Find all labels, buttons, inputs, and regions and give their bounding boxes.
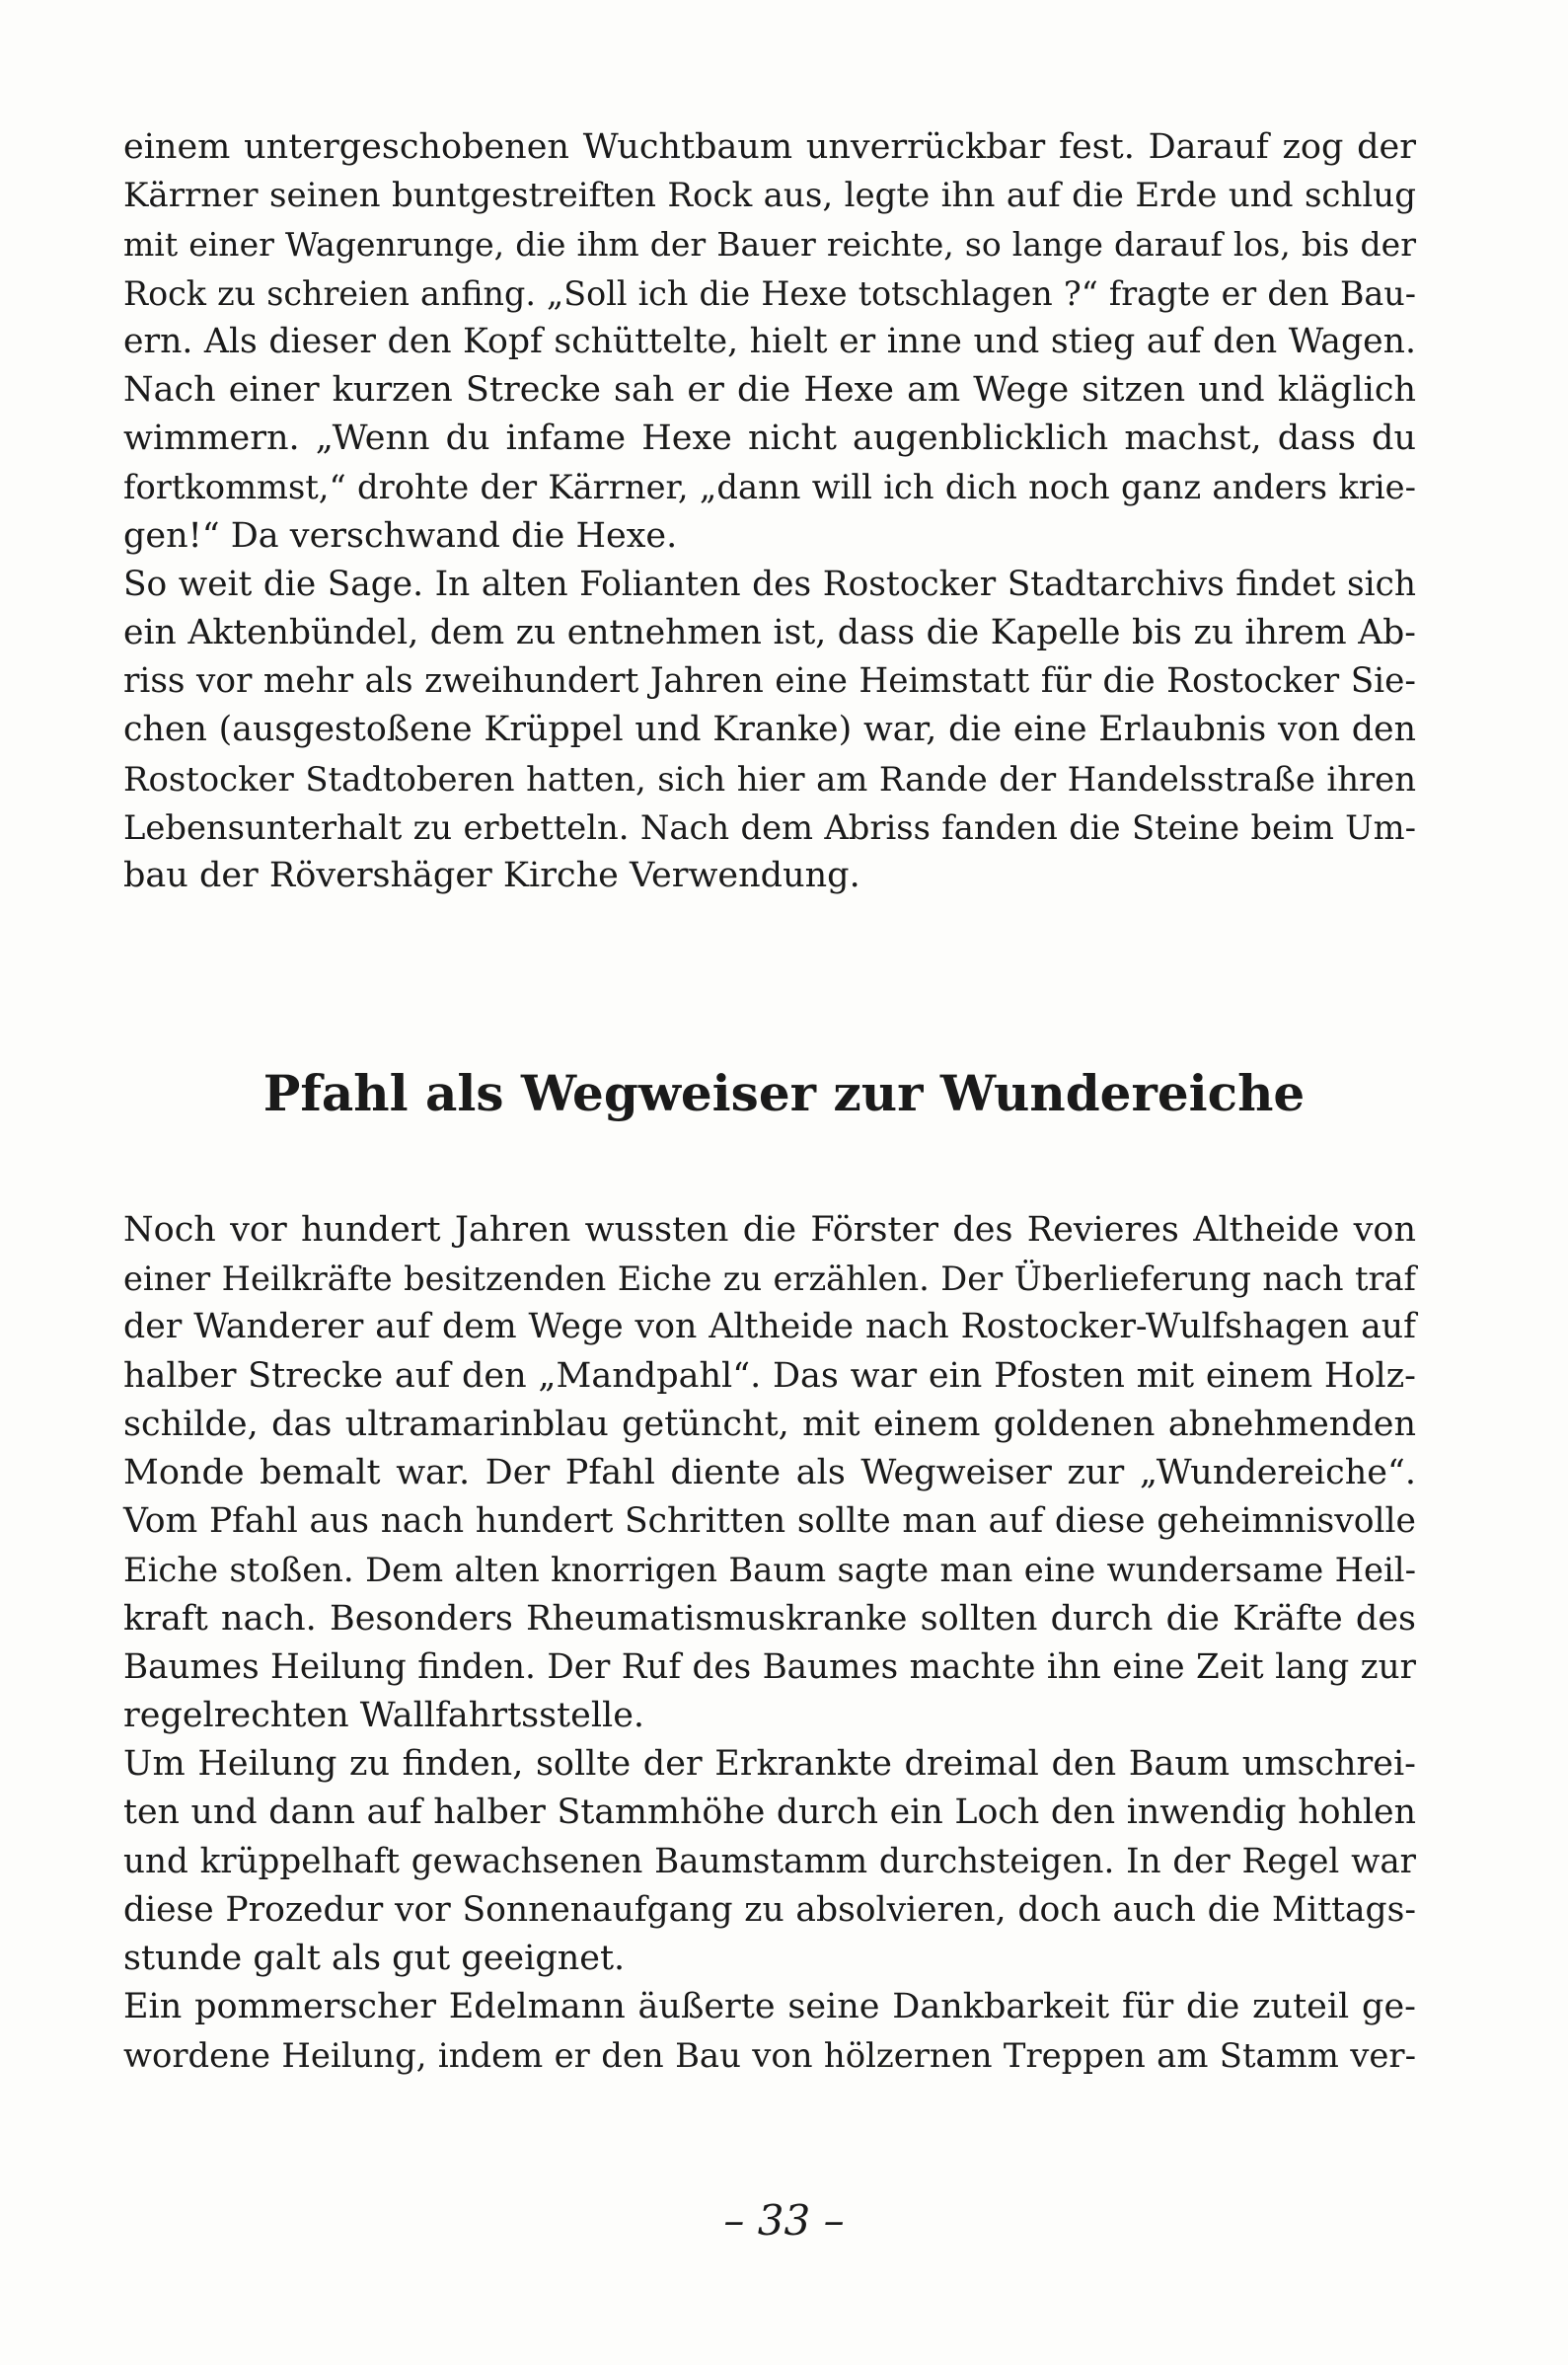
text-block-bottom <box>123 1206 1416 2081</box>
text-line: riss vor mehr als zweihundert Jahren eine Heimstatt für die Rostocker Sie- <box>123 661 1416 702</box>
text-line: bau der Rövershäger Kirche Verwendung. <box>123 856 860 896</box>
text-line: Lebensunterhalt zu erbetteln. Nach dem Abriss fanden die Steine beim Um- <box>123 807 1416 847</box>
text-line: Kärrner seinen buntgestreiften Rock aus, legte ihn auf die Erde und schlug <box>123 176 1416 216</box>
paragraph-4 <box>123 1740 1416 1983</box>
text-line: wimmern. „Wenn du infame Hexe nicht augenblicklich machst, dass du <box>123 419 1416 459</box>
text-line: mit einer Wagenrunge, die ihm der Bauer reichte, so lange darauf los, bis der <box>123 225 1416 265</box>
text-line: ein Aktenbündel, dem zu entnehmen ist, dass die Kapelle bis zu ihrem Ab- <box>123 613 1416 653</box>
text-line: fortkommst,“ drohte der Kärrner, „dann will ich dich noch ganz anders krie- <box>123 468 1416 507</box>
text-line: Ein pommerscher Edelmann äußerte seine Dankbarkeit für die zuteil ge- <box>123 1987 1416 2027</box>
text-line: Noch vor hundert Jahren wussten die Förster des Revieres Altheide von <box>123 1210 1416 1250</box>
text-line: Rostocker Stadtoberen hatten, sich hier am Rande der Handelsstraße ihren <box>123 759 1416 799</box>
text-line: diese Prozedur vor Sonnenaufgang zu absolvieren, doch auch die Mittags- <box>123 1889 1416 1930</box>
text-line: ten und dann auf halber Stammhöhe durch ein Loch den inwendig hohlen <box>123 1793 1416 1833</box>
text-line: regelrechten Wallfahrtsstelle. <box>123 1696 645 1736</box>
text-line: einer Heilkräfte besitzenden Eiche zu erzählen. Der Überlieferung nach traf <box>123 1259 1416 1299</box>
text-line: wordene Heilung, indem er den Bau von hölzernen Treppen am Stamm ver- <box>123 2036 1416 2076</box>
text-line: halber Strecke auf den „Mandpahl“. Das war ein Pfosten mit einem Holz- <box>123 1355 1416 1396</box>
paragraph-3 <box>123 1206 1416 1740</box>
page-number: – 33 – <box>723 2196 845 2245</box>
text-line: schilde, das ultramarinblau getüncht, mit einem goldenen abnehmenden <box>123 1404 1416 1444</box>
text-line: gen!“ Da verschwand die Hexe. <box>123 515 678 556</box>
paragraph-5 <box>123 1983 1416 2080</box>
text-line: Nach einer kurzen Strecke sah er die Hexe am Wege sitzen und kläglich <box>123 370 1416 411</box>
text-line: So weit die Sage. In alten Folianten des Rostocker Stadtarchivs findet sich <box>123 564 1416 604</box>
text-line: Um Heilung zu finden, sollte der Erkrankte dreimal den Baum umschrei- <box>123 1744 1416 1785</box>
text-block-top <box>123 123 1416 900</box>
text-line: Vom Pfahl aus nach hundert Schritten sollte man auf diese geheimnisvolle <box>123 1501 1416 1542</box>
text-line: Baumes Heilung finden. Der Ruf des Baumes machte ihn eine Zeit lang zur <box>123 1646 1416 1687</box>
text-line: Monde bemalt war. Der Pfahl diente als Wegweiser zur „Wundereiche“. <box>123 1453 1416 1493</box>
paragraph-2 <box>123 561 1416 900</box>
text-line: Eiche stoßen. Dem alten knorrigen Baum sagte man eine wundersame Heil- <box>123 1551 1416 1590</box>
text-line: Rock zu schreien anfing. „Soll ich die Hexe totschlagen ?“ fragte er den Bau- <box>123 273 1416 313</box>
text-line: ern. Als dieser den Kopf schüttelte, hielt er inne und stieg auf den Wagen. <box>123 321 1416 361</box>
text-line: stunde galt als gut geeignet. <box>123 1939 626 1979</box>
text-line: einem untergeschobenen Wuchtbaum unverrückbar fest. Darauf zog der <box>123 127 1416 167</box>
paragraph-1 <box>123 123 1416 561</box>
text-line: und krüppelhaft gewachsenen Baumstamm durchsteigen. In der Regel war <box>123 1841 1416 1881</box>
text-line: der Wanderer auf dem Wege von Altheide nach Rostocker-Wulfshagen auf <box>123 1307 1416 1347</box>
text-line: kraft nach. Besonders Rheumatismuskranke sollten durch die Kräfte des <box>123 1598 1416 1639</box>
text-line: chen (ausgestoßene Krüppel und Kranke) war, die eine Erlaubnis von den <box>123 710 1416 750</box>
section-heading: Pfahl als Wegweiser zur Wundereiche <box>262 1064 1306 1122</box>
